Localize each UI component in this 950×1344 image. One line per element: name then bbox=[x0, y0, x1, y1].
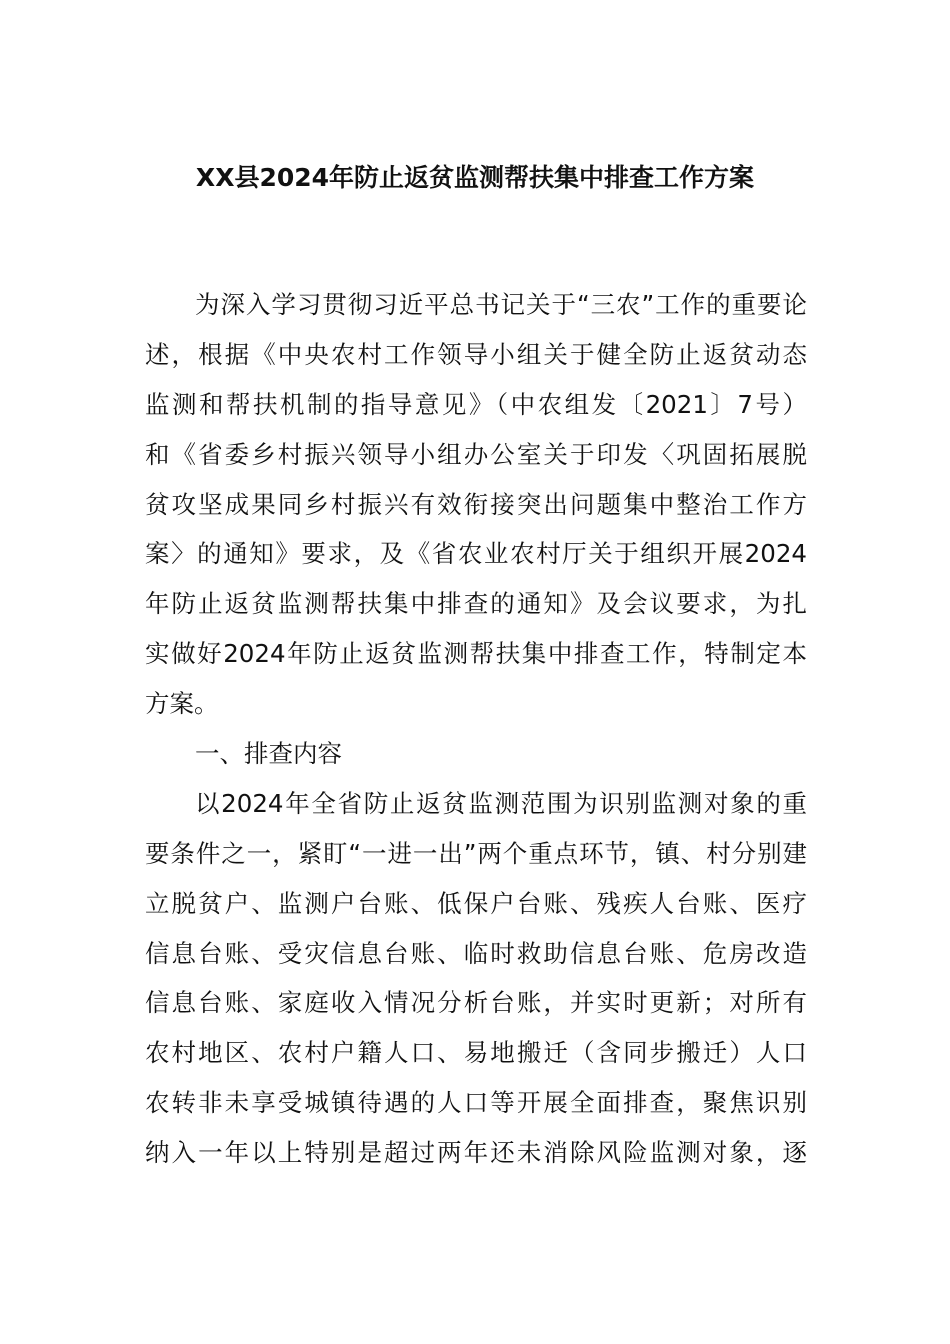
paragraph-line: 实做好2024年防止返贫监测帮扶集中排查工作，特制定本 bbox=[145, 639, 807, 669]
paragraph-line: 方案。 bbox=[145, 689, 219, 719]
document-title: XX县2024年防止返贫监测帮扶集中排查工作方案 bbox=[195, 163, 755, 192]
paragraph-line: 为深入学习贯彻习近平总书记关于“三农”工作的重要论 bbox=[195, 290, 807, 319]
paragraph-line: 述，根据《中央农村工作领导小组关于健全防止返贫动态 bbox=[145, 339, 807, 369]
section-heading: 一、排查内容 bbox=[195, 739, 342, 769]
paragraph-line: 监测和帮扶机制的指导意见》（中农组发〔2021〕7号） bbox=[145, 389, 807, 419]
paragraph-line: 立脱贫户、监测户台账、低保户台账、残疾人台账、医疗 bbox=[145, 888, 807, 918]
paragraph-line: 年防止返贫监测帮扶集中排查的通知》及会议要求，为扎 bbox=[145, 589, 807, 619]
paragraph-line: 信息台账、家庭收入情况分析台账，并实时更新；对所有 bbox=[145, 988, 807, 1018]
paragraph-line: 农转非未享受城镇待遇的人口等开展全面排查，聚焦识别 bbox=[145, 1088, 807, 1118]
paragraph-line: 以2024年全省防止返贫监测范围为识别监测对象的重 bbox=[195, 788, 807, 818]
paragraph-line: 贫攻坚成果同乡村振兴有效衔接突出问题集中整治工作方 bbox=[145, 489, 807, 519]
paragraph-line: 纳入一年以上特别是超过两年还未消除风险监测对象，逐 bbox=[145, 1138, 807, 1168]
paragraph-line: 要条件之一，紧盯“一进一出”两个重点环节，镇、村分别建 bbox=[145, 838, 807, 868]
paragraph-line: 和《省委乡村振兴领导小组办公室关于印发〈巩固拓展脱 bbox=[145, 439, 807, 469]
paragraph-line: 案〉的通知》要求，及《省农业农村厅关于组织开展2024 bbox=[145, 539, 807, 569]
paragraph-line: 信息台账、受灾信息台账、临时救助信息台账、危房改造 bbox=[145, 938, 807, 968]
document-body bbox=[145, 280, 807, 1178]
paragraph-line: 农村地区、农村户籍人口、易地搬迁（含同步搬迁）人口 bbox=[145, 1038, 807, 1068]
